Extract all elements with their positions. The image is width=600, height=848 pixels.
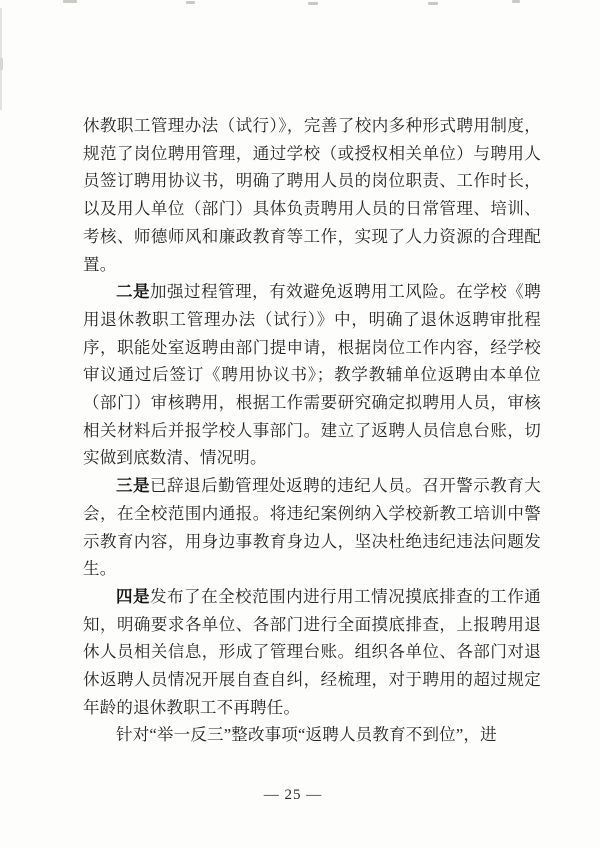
paragraph-lead: 二是 [116,282,151,302]
scan-artifact-left-dot [0,58,3,70]
paragraph-lead: 四是 [116,586,151,606]
scan-artifact-speck [186,1,195,4]
paragraph-point-4 [83,583,541,722]
scan-artifact-speck [512,0,520,3]
paragraph-text: 发布了在全校范围内进行用工情况摸底排查的工作通知，明确要求各单位、各部门进行全面摸底排查，上报聘用退休人员相关信息，形成了管理台账。组织各单位、各部门对退休返聘人员情况开展自查自纠，经梳理，对于聘用的超过规定年龄的退休教职工不再聘任。 [83,586,541,717]
paragraph-point-2 [83,278,541,472]
paragraph-text: 休教职工管理办法（试行）》，完善了校内多种形式聘用制度，规范了岗位聘用管理，通过学校（或授权相关单位）与聘用人员签订聘用协议书，明确了聘用人员的岗位职责、工作时长，以及用人单位（部门）具体负责聘用人员的日常管理、培训、考核、师德师风和廉政教育等工作，实现了人力资源的合理配置。 [83,116,541,274]
paragraph-text: 针对“举一反三”整改事项“返聘人员教育不到位”，进 [116,725,497,745]
document-body [83,112,541,749]
paragraph-text: 加强过程管理，有效避免返聘用工风险。在学校《聘用退休教职工管理办法（试行）》中，明确了退休返聘审批程序，职能处室返聘由部门提申请，根据岗位工作内容，经学校审议通过后签订《聘用协议书》；教学教辅单位返聘由本单位（部门）审核聘用，根据工作需要研究确定拟聘用人员，审核相关材料后并报学校人事部门。建立了返聘人员信息台账，切实做到底数清、情况明。 [83,282,541,468]
paragraph-lead: 三是 [116,476,151,496]
scan-artifact-speck [428,2,438,5]
page-number: — 25 — [263,787,323,803]
paragraph-text: 已辞退后勤管理处返聘的违纪人员。召开警示教育大会，在全校范围内通报。将违纪案例纳入学校新教工培训中警示教育内容，用身边事教育身边人，坚决杜绝违纪违法问题发生。 [83,476,541,579]
paragraph-continuation [83,112,541,278]
scan-artifact-speck [308,2,318,5]
paragraph-point-3 [83,472,541,583]
scan-artifact-speck [63,0,77,3]
paragraph-closing [83,721,541,749]
